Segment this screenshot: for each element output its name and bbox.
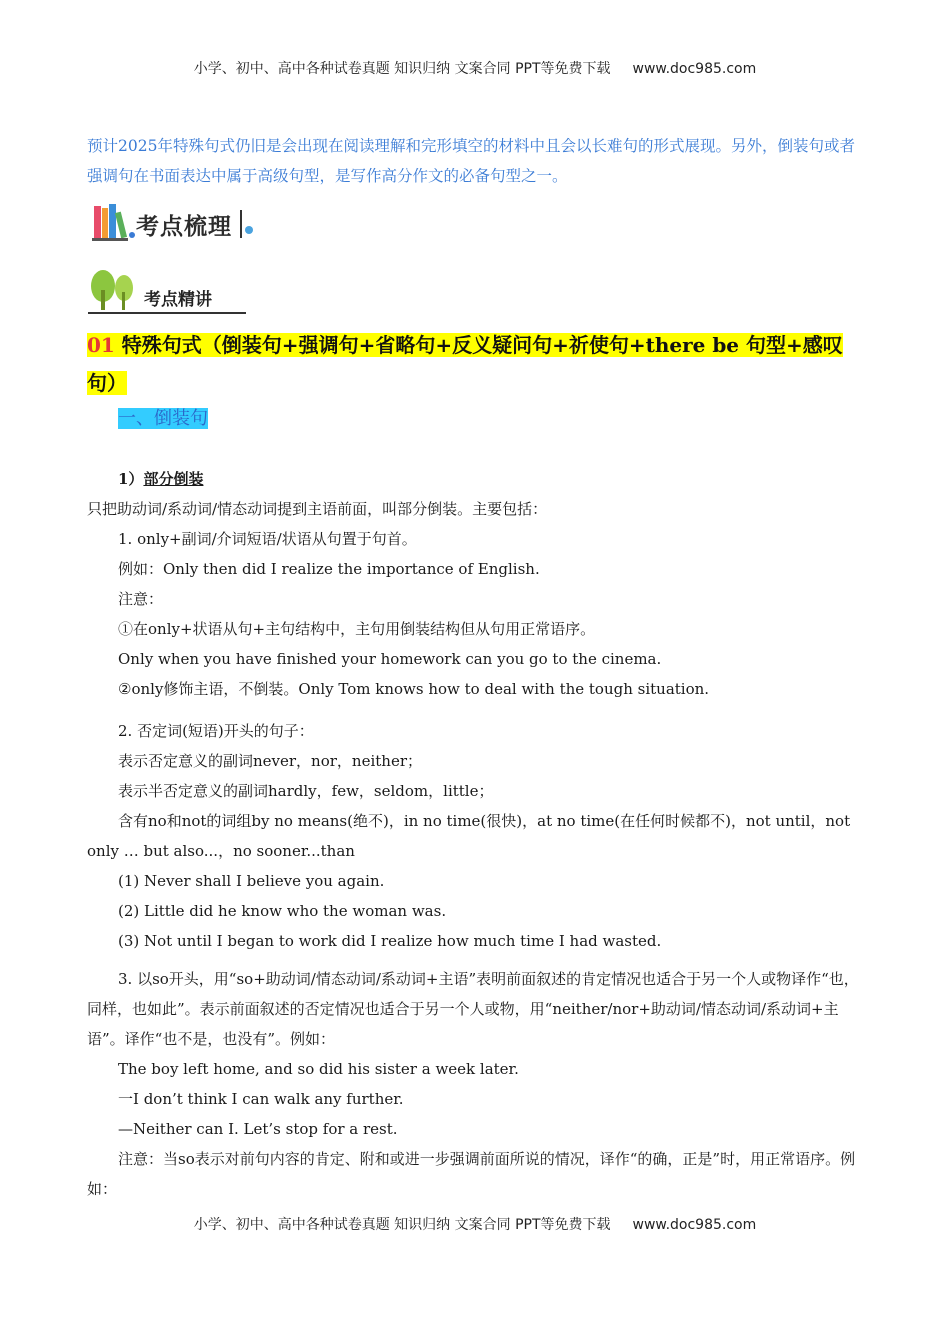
rule-1-note-2: ②only修饰主语，不倒装。Only Tom knows how to deal with the tough situation. — [118, 680, 710, 698]
banner-kaodian-label: 考点梳理 — [136, 214, 232, 240]
footer-text: 小学、初中、高中各种试卷真题 知识归纳 文案合同 PPT等免费下载 — [193, 1217, 611, 1233]
part1-heading-num: 1） — [118, 470, 144, 488]
subsection-title-text: 一、倒装句 — [118, 408, 208, 429]
section-title-highlight — [87, 333, 843, 395]
banner-jingjiang-label: 考点精讲 — [144, 290, 212, 310]
page-footer — [0, 1214, 950, 1234]
rule-1-note-1: ①在only+状语从句+主句结构中，主句用倒装结构但从句用正常语序。 — [118, 620, 596, 638]
rule-2-line-2: 表示半否定意义的副词hardly，few，seldom，little； — [118, 782, 494, 800]
rule-2-line-1: 表示否定意义的副词never，nor，neither； — [118, 752, 422, 770]
subsection-title — [118, 404, 208, 430]
rule-2-block — [87, 716, 865, 956]
rule-2: 2. 否定词(短语)开头的句子： — [118, 722, 314, 740]
rule-3-example-2: 一I don’t think I can walk any further. — [118, 1090, 404, 1108]
rule-3-block — [87, 964, 865, 1204]
rule-3-note: 注意：当so表示对前句内容的肯定、附和或进一步强调前面所说的情况，译作“的确，正是”时，用正常语序。例如： — [87, 1150, 856, 1198]
page-header — [0, 58, 950, 78]
banner-kaodian-shuli — [92, 200, 282, 244]
header-text: 小学、初中、高中各种试卷真题 知识归纳 文案合同 PPT等免费下载 — [193, 61, 611, 77]
section-title-text: 特殊句式（倒装句+强调句+省略句+反义疑问句+祈使句+there be 句型+感叹句） — [87, 333, 843, 395]
part1-definition: 只把助动词/系动词/情态动词提到主语前面，叫部分倒装。主要包括： — [87, 500, 548, 518]
part1-heading-text: 部分倒装 — [143, 470, 204, 488]
dot-icon — [240, 210, 254, 240]
intro-paragraph: 预计2025年特殊句式仍旧是会出现在阅读理解和完形填空的材料中且会以长难句的形式展现。另外，倒装句或者强调句在书面表达中属于高级句型，是写作高分作文的必备句型之一。 — [87, 137, 855, 185]
rule-1-note-label: 注意： — [118, 590, 164, 608]
rule-3-example-1: The boy left home, and so did his sister a week later. — [118, 1060, 519, 1078]
banner-kaodian-jingjiang — [88, 268, 248, 316]
banner-underline — [88, 312, 246, 314]
books-icon — [92, 202, 136, 242]
trees-icon — [88, 268, 140, 312]
rule-3: 3. 以so开头，用“so+助动词/情态动词/系动词+主语”表明前面叙述的肯定情况也适合于另一个人或物译作“也，同样，也如此”。表示前面叙述的否定情况也适合于另一个人或物，用“neither/nor+助动词/情态动词/系动词+主语”。译作“也不是，也没有”。例如： — [87, 970, 859, 1048]
part1-heading — [87, 464, 865, 494]
rule-3-example-3: —Neither can I. Let’s stop for a rest. — [118, 1120, 398, 1138]
rule-1-note-1-example: Only when you have finished your homework can you go to the cinema. — [118, 650, 662, 668]
rule-1: 1. only+副词/介词短语/状语从句置于句首。 — [118, 530, 417, 548]
rule-2-example-3: (3) Not until I began to work did I realize how much time I had wasted. — [118, 932, 662, 950]
section-number: 01 — [87, 333, 115, 357]
header-url[interactable]: www.doc985.com — [632, 61, 757, 77]
section-title — [87, 326, 867, 402]
rule-2-line-3: 含有no和not的词组by no means(绝不)，in no time(很快)，at no time(在任何时候都不)，not until，not only … but also...，no sooner...than — [87, 812, 851, 860]
rule-2-example-2: (2) Little did he know who the woman was. — [118, 902, 447, 920]
footer-url[interactable]: www.doc985.com — [632, 1217, 757, 1233]
part1-block — [87, 464, 865, 704]
rule-1-example: 例如：Only then did I realize the importance of English. — [118, 560, 540, 578]
rule-2-example-1: (1) Never shall I believe you again. — [118, 872, 385, 890]
